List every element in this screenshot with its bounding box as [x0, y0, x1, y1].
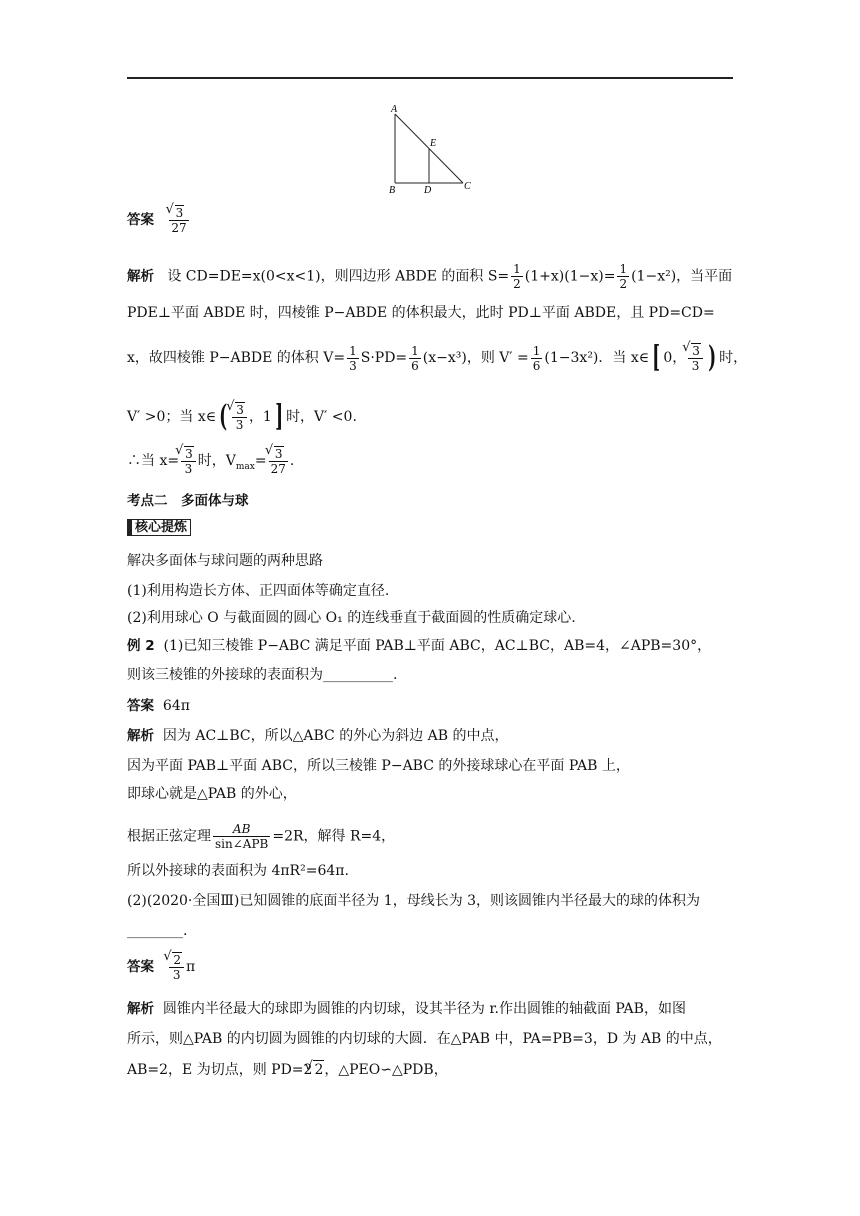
core-line1: 解决多面体与球问题的两种思路 [127, 553, 323, 569]
label-e: E [430, 138, 437, 149]
answer-1 [127, 205, 191, 235]
label-b: B [389, 185, 396, 196]
sol3-line3: AB=2，E 为切点，则 PD=2√ 2，△PEO∽△PDB， [127, 1060, 448, 1079]
core-heading: 核心提炼 [127, 518, 191, 536]
answer-2: 答案 64π [127, 698, 190, 714]
label-c: C [464, 181, 471, 192]
core-line3: (2)利用球心 O 与截面圆的圆心 O₁ 的连线垂直于截面圆的性质确定球心. [127, 610, 576, 626]
sol1-line3: x，故四棱锥 P−ABDE 的体积 V= $\frac{1}{3}$ S·PD= $\frac{1}{6}$ (x−x³)，则 V′ = $\frac{1}{6}$ (1−3x²)．当 x∈ [ 0， √ $\frac{3}{3}$ ) 时， [127, 343, 747, 373]
triangle-figure [380, 100, 480, 196]
answer-3: 答案 √ $\frac{2}{3}$ π [127, 952, 195, 982]
section-title: 考点二 多面体与球 [127, 493, 249, 509]
sol2-line5: 所以外接球的表面积为 4πR²=64π. [127, 863, 349, 879]
sol1-line1: 解析 设 CD=DE=x(0<x<1)，则四边形 ABDE 的面积 S= $\frac{1}{2}$ (1+x)(1−x)= $\frac{1}{2}$ (1−x²)，当平面 [127, 262, 733, 291]
answer-1-fraction: √ $\frac{3}{27}$ [169, 205, 188, 235]
sol1-line4: V′ >0；当 x∈ ( √ $\frac{3}{3}$ ，1 ] 时，V′ <0. [127, 402, 357, 432]
example2b-line2: ________. [127, 923, 188, 939]
sol2-line1: 解析 因为 AC⊥BC，所以△ABC 的外心为斜边 AB 的中点， [127, 728, 509, 744]
sol3-line2: 所示，则△PAB 的内切圆为圆锥的内切球的大圆．在△PAB 中，PA=PB=3，D 为 AB 的中点， [127, 1031, 722, 1047]
sol2-line2: 因为平面 PAB⊥平面 ABC，所以三棱锥 P−ABC 的外接球球心在平面 PAB 上， [127, 758, 630, 774]
sol3-line1: 解析 圆锥内半径最大的球即为圆锥的内切球，设其半径为 r.作出圆锥的轴截面 PAB，如图 [127, 1001, 686, 1017]
sol2-line4: 根据正弦定理 $\frac{AB}{\text{sin∠APB}}$ =2R，解得 R=4， [127, 822, 396, 851]
core-line2: (1)利用构造长方体、正四面体等确定直径. [127, 583, 390, 599]
label-d: D [424, 185, 432, 196]
example2-line1: 例 2 (1)已知三棱锥 P−ABC 满足平面 PAB⊥平面 ABC，AC⊥BC，AB=4，∠APB=30°， [127, 638, 712, 654]
sol2-line3: 即球心就是△PAB 的外心， [127, 786, 297, 802]
header-rule [127, 77, 733, 79]
answer-label: 答案 [127, 212, 154, 228]
sol1-line5: ∴当 x= √ $\frac{3}{3}$ 时，$V_{max}=$ √ $\frac{3}{27}$ . [127, 446, 294, 476]
example2-line2: 则该三棱锥的外接球的表面积为__________. [127, 667, 398, 683]
sol1-line2: PDE⊥平面 ABDE 时，四棱锥 P−ABDE 的体积最大，此时 PD⊥平面 ABDE，且 PD=CD= [127, 305, 715, 321]
label-a: A [391, 104, 398, 115]
example2b-line1: (2)(2020·全国Ⅲ)已知圆锥的底面半径为 1，母线长为 3，则该圆锥内半径最大的球的体积为 [127, 893, 701, 909]
